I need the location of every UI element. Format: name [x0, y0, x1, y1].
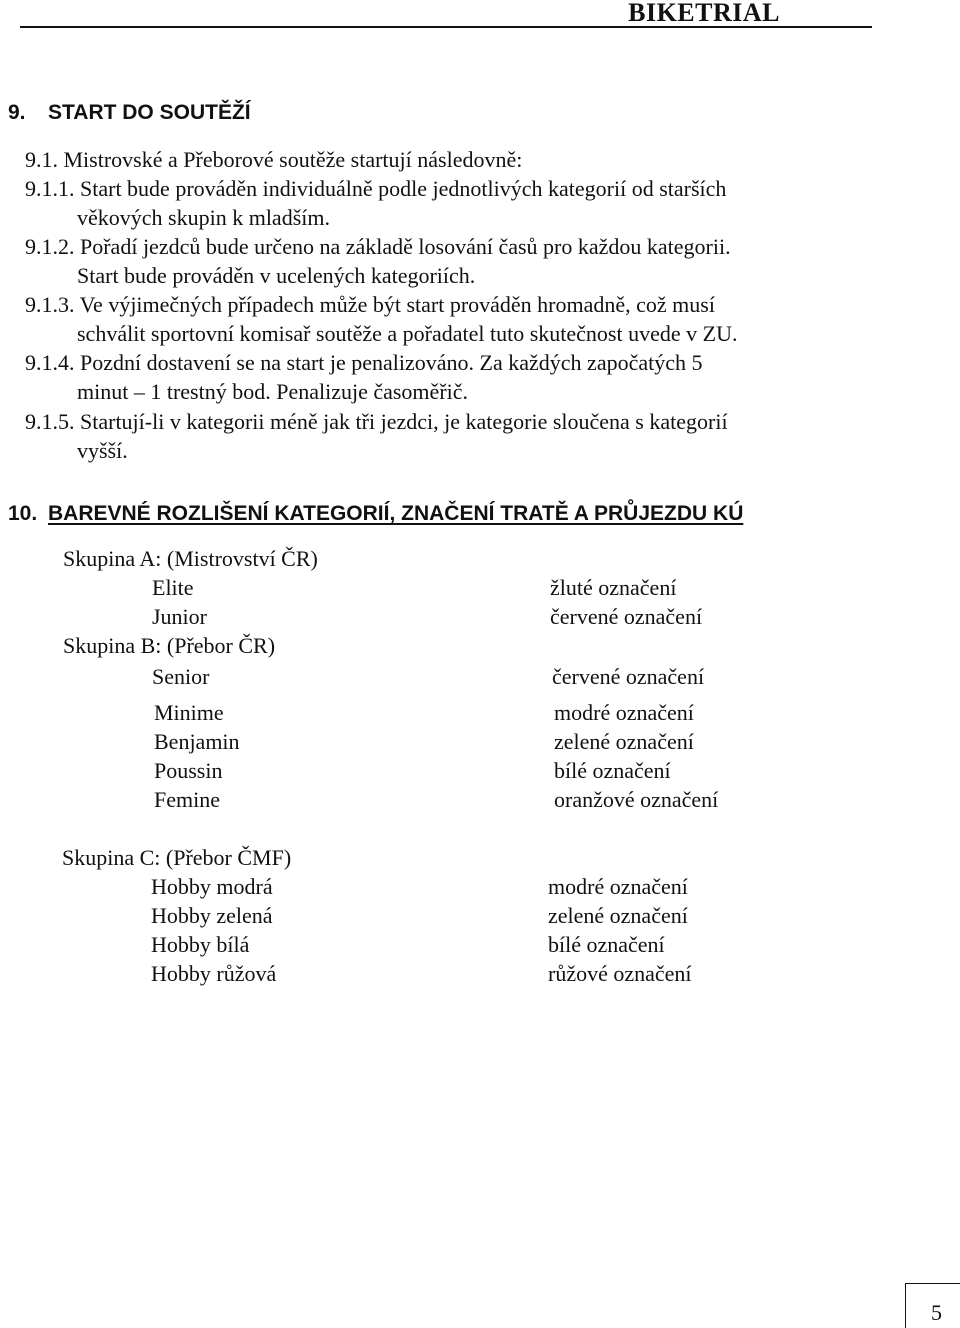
paragraph-number: 9.1.1. — [25, 176, 75, 201]
category-mark: zelené označení — [548, 903, 688, 928]
group-a-label: Skupina A: (Mistrovství ČR) — [63, 546, 318, 571]
section-10-title: BAREVNÉ ROZLIŠENÍ KATEGORIÍ, ZNAČENÍ TRATĚ A PRŮJEZDU KÚ — [48, 502, 744, 525]
section-9-number: 9. — [8, 101, 26, 124]
category-mark: modré označení — [554, 700, 694, 725]
category-name: Senior — [152, 664, 210, 689]
header-trailing-rule — [830, 26, 870, 28]
group-c-label: Skupina C: (Přebor ČMF) — [62, 845, 292, 870]
paragraph-line-2: Start bude prováděn v ucelených kategoriích. — [77, 263, 476, 288]
paragraph-line-1: Ve výjimečných případech může být start prováděn hromadně, což musí — [79, 292, 715, 317]
paragraph-9-1-2 — [25, 232, 895, 290]
paragraph-line-2: věkových skupin k mladším. — [77, 205, 330, 230]
section-10-heading — [8, 502, 743, 526]
category-name: Hobby modrá — [151, 874, 273, 899]
paragraph-number: 9.1.3. — [25, 292, 75, 317]
category-name: Benjamin — [154, 729, 240, 754]
paragraph-line-1: Pořadí jezdců bude určeno na základě losování časů pro každou kategorii. — [80, 234, 731, 259]
paragraph-line-1: Start bude prováděn individuálně podle jednotlivých kategorií od starších — [80, 176, 727, 201]
category-mark: modré označení — [548, 874, 688, 899]
category-mark: bílé označení — [548, 932, 665, 957]
category-mark: oranžové označení — [554, 787, 719, 812]
paragraph-number: 9.1. — [25, 147, 58, 172]
paragraph-line-1: Pozdní dostavení se na start je penalizováno. Za každých započatých 5 — [80, 350, 703, 375]
paragraph-number: 9.1.4. — [25, 350, 75, 375]
paragraph-number: 9.1.5. — [25, 409, 75, 434]
paragraph-9-1-4 — [25, 348, 895, 406]
paragraph-text: Mistrovské a Přeborové soutěže startují následovně: — [63, 147, 523, 172]
category-name: Junior — [152, 604, 207, 629]
category-mark: červené označení — [550, 604, 703, 629]
category-mark: červené označení — [552, 664, 705, 689]
paragraph-9-1-3 — [25, 290, 895, 348]
paragraph-9-1-5 — [25, 407, 895, 465]
category-name: Minime — [154, 700, 224, 725]
paragraph-line-2: schválit sportovní komisař soutěže a pořadatel tuto skutečnost uvede v ZU. — [77, 321, 738, 346]
paragraph-number: 9.1.2. — [25, 234, 75, 259]
paragraph-9-1 — [25, 145, 522, 174]
category-mark: růžové označení — [548, 961, 692, 986]
category-name: Femine — [154, 787, 220, 812]
category-mark: zelené označení — [554, 729, 694, 754]
group-b-label: Skupina B: (Přebor ČR) — [63, 633, 276, 658]
category-name: Elite — [152, 575, 194, 600]
page-number-box — [905, 1283, 960, 1328]
category-name: Hobby růžová — [151, 961, 277, 986]
section-9-title: START DO SOUTĚŽÍ — [48, 101, 251, 124]
header-rule — [20, 2, 872, 28]
category-mark: žluté označení — [550, 575, 677, 600]
category-name: Poussin — [154, 758, 223, 783]
paragraph-line-2: vyšší. — [77, 438, 128, 463]
section-9-heading — [8, 101, 251, 125]
paragraph-line-1: Startují-li v kategorii méně jak tři jezdci, je kategorie sloučena s kategorií — [80, 409, 728, 434]
page-number: 5 — [931, 1300, 942, 1325]
category-name: Hobby zelená — [151, 903, 273, 928]
paragraph-line-2: minut – 1 trestný bod. Penalizuje časoměřič. — [77, 379, 469, 404]
paragraph-9-1-1 — [25, 174, 895, 232]
category-name: Hobby bílá — [151, 932, 250, 957]
header-title: BIKETRIAL — [628, 0, 780, 27]
category-mark: bílé označení — [554, 758, 671, 783]
section-10-number: 10. — [8, 502, 38, 525]
